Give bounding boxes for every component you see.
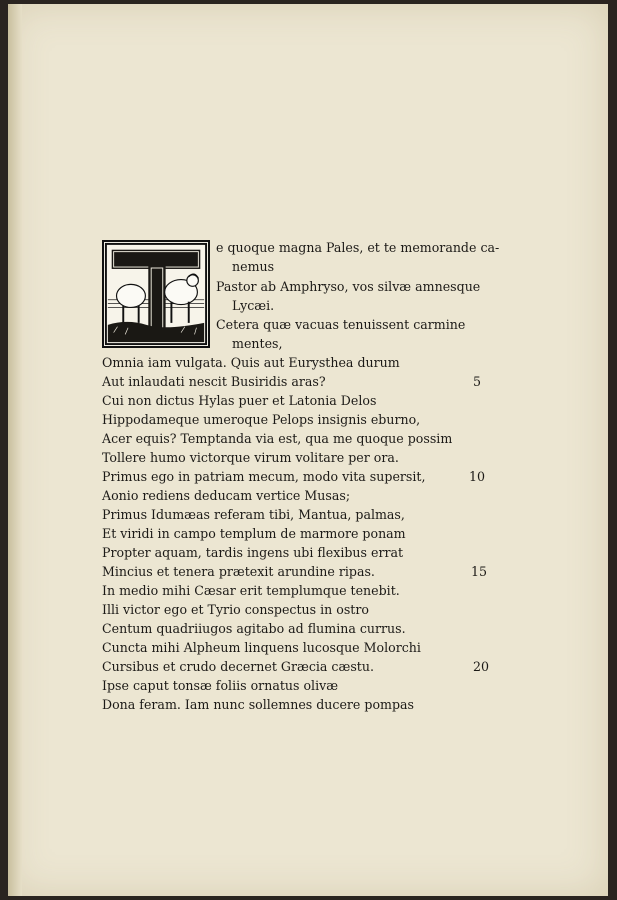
line-number: 20 [473,659,490,674]
verse-line: Dona feram. Iam nunc sollemnes ducere pompas [102,697,415,712]
verse-line: Centum quadriiugos agitabo ad flumina currus. [102,621,406,636]
book-page [8,4,608,896]
verse-line-1 [216,240,500,256]
verse-line-3-cont [232,336,283,352]
verse-line-2-cont [232,298,274,314]
verse-text: mentes, [232,336,283,351]
decorated-initial-letter [102,240,210,348]
verse-text: Cetera quæ vacuas tenuissent carmine [216,317,466,332]
line-number: 10 [469,469,486,484]
page-gutter [8,4,22,896]
verse-line: In medio mihi Cæsar erit templumque tenebit. [102,583,400,598]
verse-line: Omnia iam vulgata. Quis aut Eurysthea durum [102,355,400,370]
verse-line: Illi victor ego et Tyrio conspectus in ostro [102,602,369,617]
verse-line-3 [216,317,465,333]
verse-line: Acer equis? Temptanda via est, qua me quoque possim [102,431,453,446]
verse-line: Aonio rediens deducam vertice Musas; [102,488,351,503]
verse-text: e quoque magna Pales, et te memorande ca- [216,240,500,255]
verse-line-2 [216,279,480,295]
verse-line: Tollere humo victorque virum volitare per ora. [102,450,399,465]
verse-text: Pastor ab Amphryso, vos silvæ amnesque [216,279,481,294]
verse-text: Lycæi. [232,298,275,313]
verse-line: Primus Idumæas referam tibi, Mantua, palmas, [102,507,405,522]
line-number: 5 [473,374,482,389]
verse-line: Cui non dictus Hylas puer et Latonia Delos [102,393,377,408]
verse-line: Cursibus et crudo decernet Græcia cæstu. [102,659,374,674]
initial-t-with-ram-illustration-icon [104,242,208,346]
verse-line: Mincius et tenera prætexit arundine ripas. [102,564,375,579]
verse-text: nemus [232,259,275,274]
verse-line: Propter aquam, tardis ingens ubi flexibus errat [102,545,404,560]
verse-line: Primus ego in patriam mecum, modo vita supersit, [102,469,426,484]
verse-line: Et viridi in campo templum de marmore ponam [102,526,406,541]
verse-line: Hippodameque umeroque Pelops insignis eburno, [102,412,421,427]
verse-line: Cuncta mihi Alpheum linquens lucosque Molorchi [102,640,421,655]
verse-line-1-cont [232,259,274,275]
verse-line: Ipse caput tonsæ foliis ornatus olivæ [102,678,339,693]
line-number: 15 [471,564,488,579]
verse-line: Aut inlaudati nescit Busiridis aras? [102,374,326,389]
